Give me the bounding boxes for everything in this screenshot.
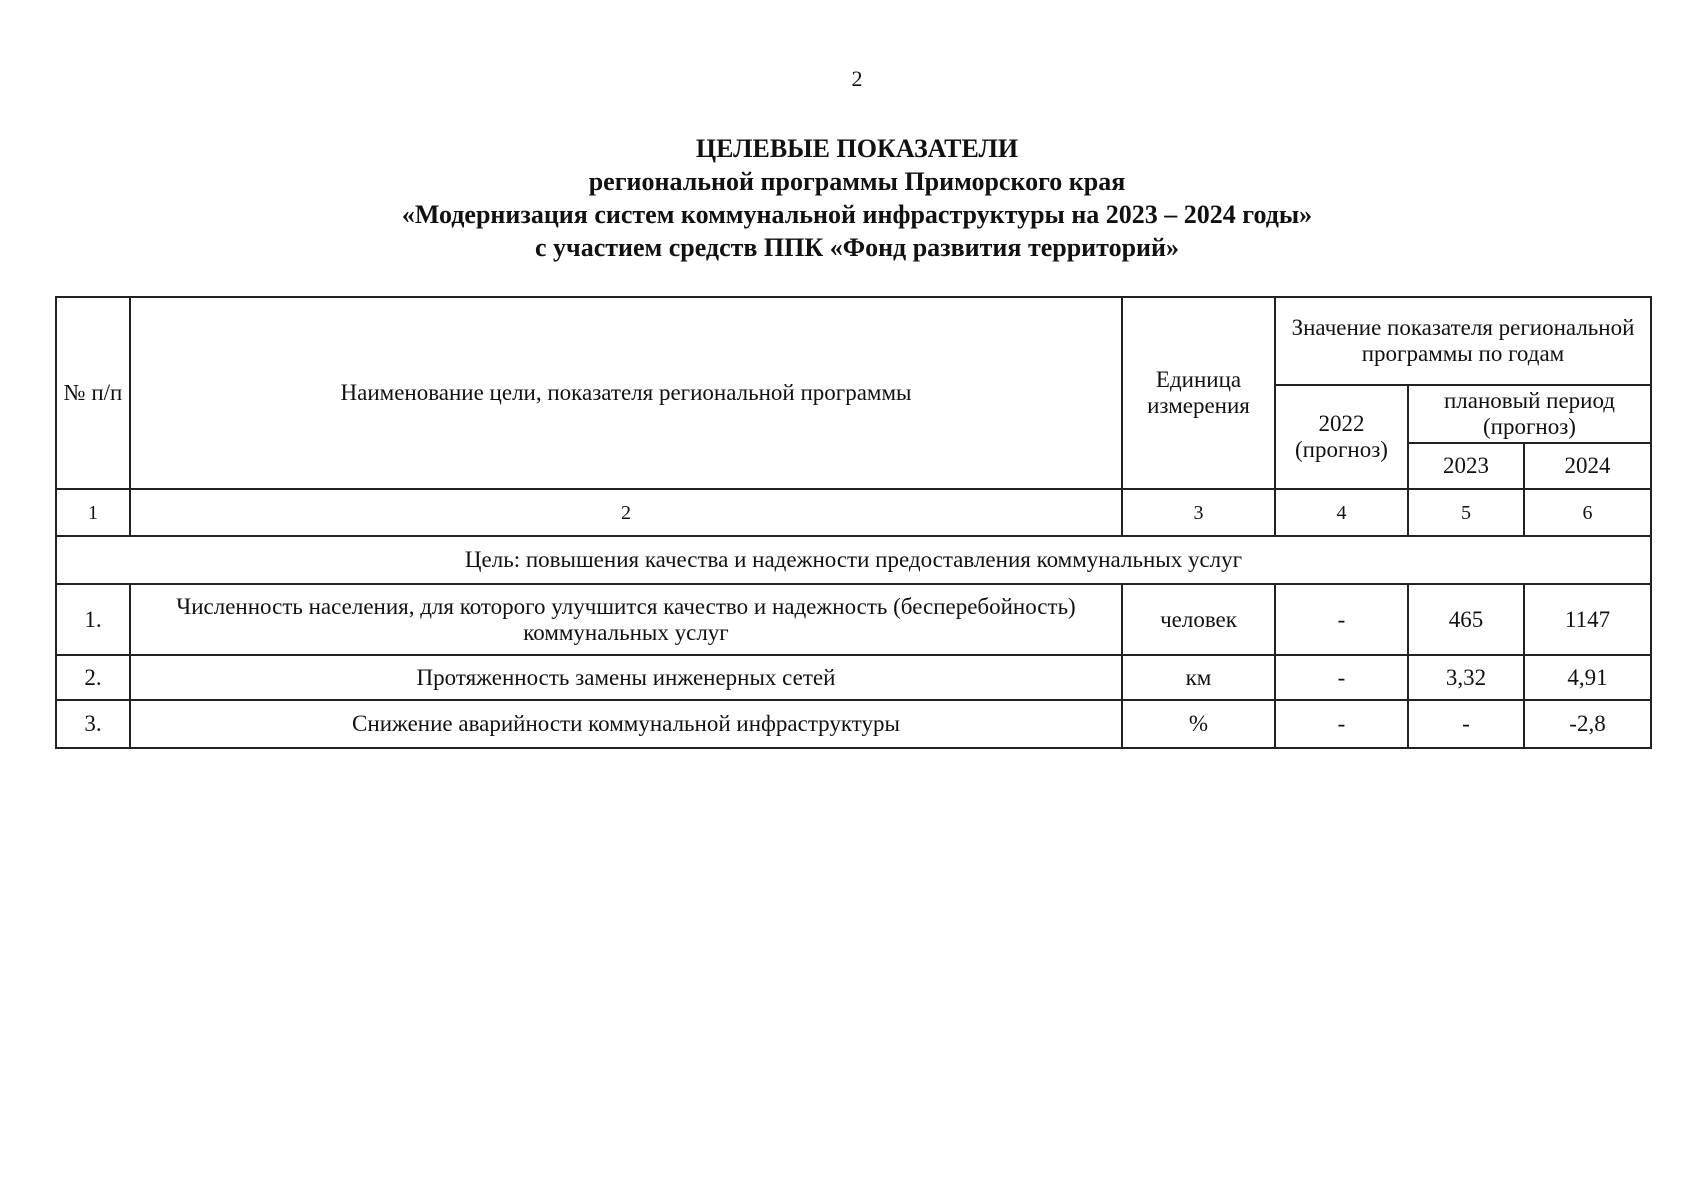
row-name: Протяженность замены инженерных сетей [130, 655, 1122, 700]
header-year-2023: 2023 [1408, 443, 1524, 489]
header-year-2024: 2024 [1524, 443, 1651, 489]
row-value-2024: 4,91 [1524, 655, 1651, 700]
header-values-group: Значение показателя региональной программы по годам [1275, 297, 1651, 385]
row-unit: км [1122, 655, 1275, 700]
column-number: 6 [1524, 489, 1651, 536]
page-number: 2 [851, 66, 863, 91]
column-number: 4 [1275, 489, 1408, 536]
row-num: 2. [56, 655, 130, 700]
row-unit: % [1122, 700, 1275, 748]
row-value-2024: 1147 [1524, 584, 1651, 655]
row-num: 1. [56, 584, 130, 655]
row-name: Численность населения, для которого улучшится качество и надежность (бесперебойность) коммунальных услуг [130, 584, 1122, 655]
header-num: № п/п [56, 297, 130, 489]
row-value-2024: -2,8 [1524, 700, 1651, 748]
column-number: 2 [130, 489, 1122, 536]
table-row [56, 700, 1651, 748]
header-name: Наименование цели, показателя региональной программы [130, 297, 1122, 489]
indicators-table [55, 296, 1652, 749]
title-line-4: с участием средств ППК «Фонд развития территорий» [534, 233, 1180, 262]
table-row [56, 655, 1651, 700]
header-year-2022: 2022 (прогноз) [1275, 385, 1408, 489]
column-number: 5 [1408, 489, 1524, 536]
goal-row: Цель: повышения качества и надежности предоставления коммунальных услуг [56, 536, 1651, 584]
header-unit: Единица измерения [1122, 297, 1275, 489]
title-line-2: региональной программы Приморского края [588, 167, 1126, 196]
row-unit: человек [1122, 584, 1275, 655]
column-number: 1 [56, 489, 130, 536]
header-plan-period: плановый период (прогноз) [1408, 385, 1651, 443]
row-num: 3. [56, 700, 130, 748]
row-value-2023: 3,32 [1408, 655, 1524, 700]
table-row [56, 584, 1651, 655]
row-value-2023: 465 [1408, 584, 1524, 655]
document-title [0, 132, 1700, 264]
title-line-1: ЦЕЛЕВЫЕ ПОКАЗАТЕЛИ [695, 134, 1019, 163]
row-value-2022: - [1275, 584, 1408, 655]
row-value-2022: - [1275, 655, 1408, 700]
column-number: 3 [1122, 489, 1275, 536]
row-name: Снижение аварийности коммунальной инфраструктуры [130, 700, 1122, 748]
row-value-2022: - [1275, 700, 1408, 748]
column-numbers-row [56, 489, 1651, 536]
row-value-2023: - [1408, 700, 1524, 748]
title-line-3: «Модернизация систем коммунальной инфраструктуры на 2023 – 2024 годы» [401, 200, 1313, 229]
